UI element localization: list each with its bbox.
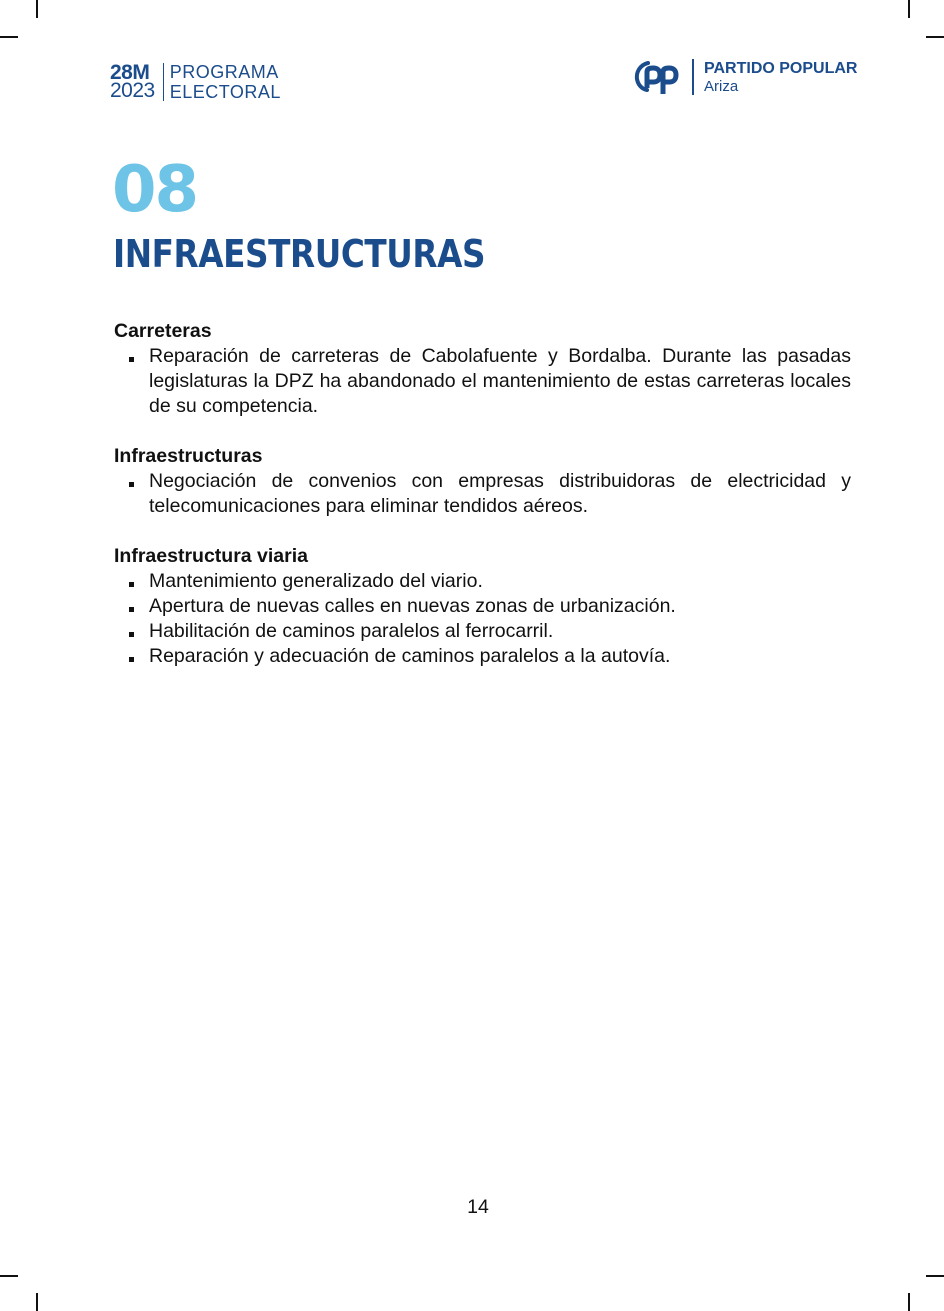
election-date-year: 2023 bbox=[110, 79, 155, 102]
program-label bbox=[170, 62, 281, 102]
party-header-divider bbox=[692, 59, 694, 95]
pp-logo-icon bbox=[634, 58, 684, 96]
subsection-infraestructuras bbox=[114, 444, 851, 519]
crop-mark-top-left-v bbox=[36, 0, 38, 18]
list-item-text: Negociación de convenios con empresas distribuidoras de electricidad y telecomunicaciones para eliminar tendidos aéreos. bbox=[149, 470, 851, 517]
crop-mark-bottom-left-h bbox=[0, 1275, 18, 1277]
header-divider bbox=[163, 63, 164, 101]
program-label-line2: ELECTORAL bbox=[169, 82, 281, 102]
crop-mark-top-left-h bbox=[0, 36, 18, 38]
bullet-icon bbox=[129, 582, 134, 587]
party-name: PARTIDO POPULAR bbox=[704, 59, 858, 77]
bullet-icon bbox=[129, 657, 134, 662]
subsection-carreteras bbox=[114, 319, 851, 419]
list-item bbox=[114, 569, 851, 594]
election-date-day: 28M bbox=[110, 61, 150, 84]
election-date bbox=[110, 61, 155, 102]
list-item-text: Reparación de carreteras de Cabolafuente y Bordalba. Durante las pasadas legislaturas la DPZ ha abandonado el mantenimiento de estas carreteras locales de su competencia. bbox=[149, 345, 851, 417]
program-label-line1: PROGRAMA bbox=[169, 62, 279, 82]
bullet-list bbox=[114, 569, 851, 669]
bullet-icon bbox=[129, 482, 134, 487]
bullet-icon bbox=[129, 607, 134, 612]
list-item-text: Apertura de nuevas calles en nuevas zonas de urbanización. bbox=[149, 595, 676, 617]
list-item-text: Mantenimiento generalizado del viario. bbox=[149, 570, 483, 592]
section-title: INFRAESTRUCTURAS bbox=[113, 232, 486, 276]
crop-mark-bottom-right-v bbox=[908, 1293, 910, 1311]
crop-mark-bottom-left-v bbox=[36, 1293, 38, 1311]
bullet-list bbox=[114, 344, 851, 419]
party-location: Ariza bbox=[704, 77, 739, 95]
list-item-text: Reparación y adecuación de caminos paralelos a la autovía. bbox=[149, 645, 671, 667]
subsection-infraestructura-viaria bbox=[114, 544, 851, 669]
crop-mark-top-right-h bbox=[926, 36, 944, 38]
list-item bbox=[114, 594, 851, 619]
crop-mark-bottom-right-h bbox=[926, 1275, 944, 1277]
section-number: 08 bbox=[112, 153, 198, 227]
section-content bbox=[114, 319, 851, 694]
list-item-text: Habilitación de caminos paralelos al ferrocarril. bbox=[149, 620, 554, 642]
subsection-heading: Infraestructuras bbox=[114, 445, 263, 467]
bullet-icon bbox=[129, 357, 134, 362]
subsection-heading: Infraestructura viaria bbox=[114, 545, 309, 567]
bullet-icon bbox=[129, 632, 134, 637]
list-item bbox=[114, 644, 851, 669]
list-item bbox=[114, 619, 851, 644]
election-program-header bbox=[110, 62, 281, 102]
party-header bbox=[634, 58, 857, 96]
list-item bbox=[114, 344, 851, 419]
party-name-block bbox=[704, 60, 857, 95]
crop-mark-top-right-v bbox=[908, 0, 910, 18]
bullet-list bbox=[114, 469, 851, 519]
page-number: 14 bbox=[467, 1196, 489, 1218]
list-item bbox=[114, 469, 851, 519]
subsection-heading: Carreteras bbox=[114, 320, 212, 342]
